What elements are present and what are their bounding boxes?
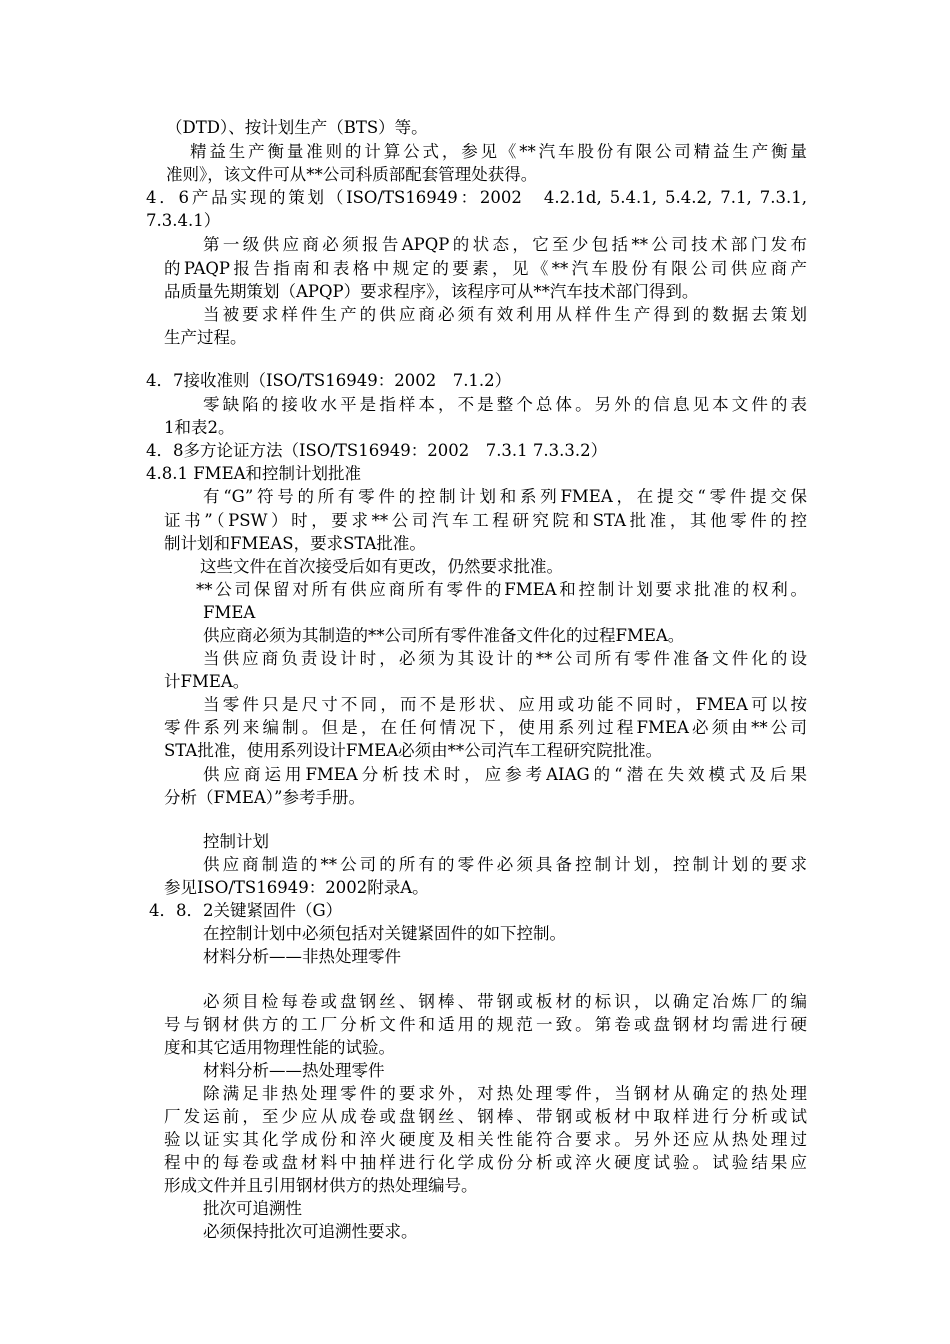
section-heading: 4．7接收准则（ISO/TS16949：2002 7.1.2）	[146, 371, 512, 390]
text-line: 形成文件并且引用钢材供方的热处理编号。	[164, 1176, 478, 1195]
text-line: 当供应商负责设计时，必须为其设计的**公司所有零件准备文件化的设	[203, 649, 807, 668]
text-line: 必须目检每卷或盘钢丝、钢棒、带钢或板材的标识，以确定冶炼厂的编	[203, 992, 807, 1011]
section-heading: 4.8.1 FMEA和控制计划批准	[146, 464, 362, 483]
text-line: 必须保持批次可追溯性要求。	[203, 1222, 418, 1241]
text-line: 1和表2。	[164, 418, 235, 437]
section-heading: 4．8．2关键紧固件（G）	[149, 901, 343, 920]
subheading: 材料分析——热处理零件	[203, 1061, 385, 1080]
text-line: 零缺陷的接收水平是指样本，不是整个总体。另外的信息见本文件的表	[203, 395, 807, 414]
text-line: 程中的每卷或盘材料中抽样进行化学成份分析或淬火硬度试验。试验结果应	[164, 1153, 807, 1172]
text-line: 分析（FMEA）”参考手册。	[164, 788, 365, 807]
text-line: 计FMEA。	[164, 672, 250, 691]
text-line: 证书”（PSW）时，要求**公司汽车工程研究院和STA批准，其他零件的控	[164, 511, 807, 530]
text-line: 供应商必须为其制造的**公司所有零件准备文件化的过程FMEA。	[203, 626, 685, 645]
text-line: **公司保留对所有供应商所有零件的FMEA和控制计划要求批准的权利。	[196, 580, 807, 599]
text-line: STA批准，使用系列设计FMEA必须由**公司汽车工程研究院批准。	[164, 741, 663, 760]
text-line: 参见ISO/TS16949：2002附录A。	[164, 878, 429, 897]
text-line: 厂发运前，至少应从成卷或盘钢丝、钢棒、带钢或板材中取样进行分析或试	[164, 1107, 807, 1126]
text-line: 供应商运用FMEA分析技术时，应参考AIAG的“潜在失效模式及后果	[203, 765, 807, 784]
text-line: 第一级供应商必须报告APQP的状态，它至少包括**公司技术部门发布	[203, 235, 807, 254]
subheading: 控制计划	[203, 832, 269, 851]
text-line: 品质量先期策划（APQP）要求程序》，该程序可从**汽车技术部门得到。	[164, 282, 699, 301]
subheading: FMEA	[203, 603, 256, 622]
text-line: 验以证实其化学成份和淬火硬度及相关性能符合要求。另外还应从热处理过	[164, 1130, 807, 1149]
text-line: 除满足非热处理零件的要求外，对热处理零件，当钢材从确定的热处理	[203, 1084, 807, 1103]
text-line: 当被要求样件生产的供应商必须有效利用从样件生产得到的数据去策划	[203, 305, 807, 324]
subheading: 材料分析——非热处理零件	[203, 947, 401, 966]
text-line: 供应商制造的**公司的所有的零件必须具备控制计划，控制计划的要求	[203, 855, 807, 874]
text-line: 有“G”符号的所有零件的控制计划和系列FMEA，在提交“零件提交保	[203, 487, 807, 506]
text-line: 在控制计划中必须包括对关键紧固件的如下控制。	[203, 924, 566, 943]
section-heading: 4．6产品实现的策划（ISO/TS16949：2002 4.2.1d, 5.4.1, 5.4.2, 7.1, 7.3.1,	[146, 188, 807, 207]
text-line: 度和其它适用物理性能的试验。	[164, 1038, 395, 1057]
text-line: 生产过程。	[164, 328, 247, 347]
section-heading: 7.3.4.1）	[146, 211, 221, 230]
text-line: （DTD）、按计划生产（BTS）等。	[166, 118, 428, 137]
text-line: 当零件只是尺寸不同，而不是形状、应用或功能不同时，FMEA可以按	[203, 695, 807, 714]
text-line: 零件系列来编制。但是，在任何情况下，使用系列过程FMEA必须由**公司	[164, 718, 807, 737]
text-line: 制计划和FMEAS，要求STA批准。	[164, 534, 426, 553]
text-line: 的PAQP报告指南和表格中规定的要素，见《**汽车股份有限公司供应商产	[164, 259, 807, 278]
text-line: 这些文件在首次接受后如有更改，仍然要求批准。	[200, 557, 563, 576]
section-heading: 4．8多方论证方法（ISO/TS16949：2002 7.3.1 7.3.3.2）	[146, 441, 608, 460]
subheading: 批次可追溯性	[203, 1199, 302, 1218]
text-line: 准则》，该文件可从**公司科质部配套管理处获得。	[166, 165, 538, 184]
text-line: 精益生产衡量准则的计算公式，参见《**汽车股份有限公司精益生产衡量	[190, 142, 807, 161]
text-line: 号与钢材供方的工厂分析文件和适用的规范一致。第卷或盘钢材均需进行硬	[164, 1015, 807, 1034]
